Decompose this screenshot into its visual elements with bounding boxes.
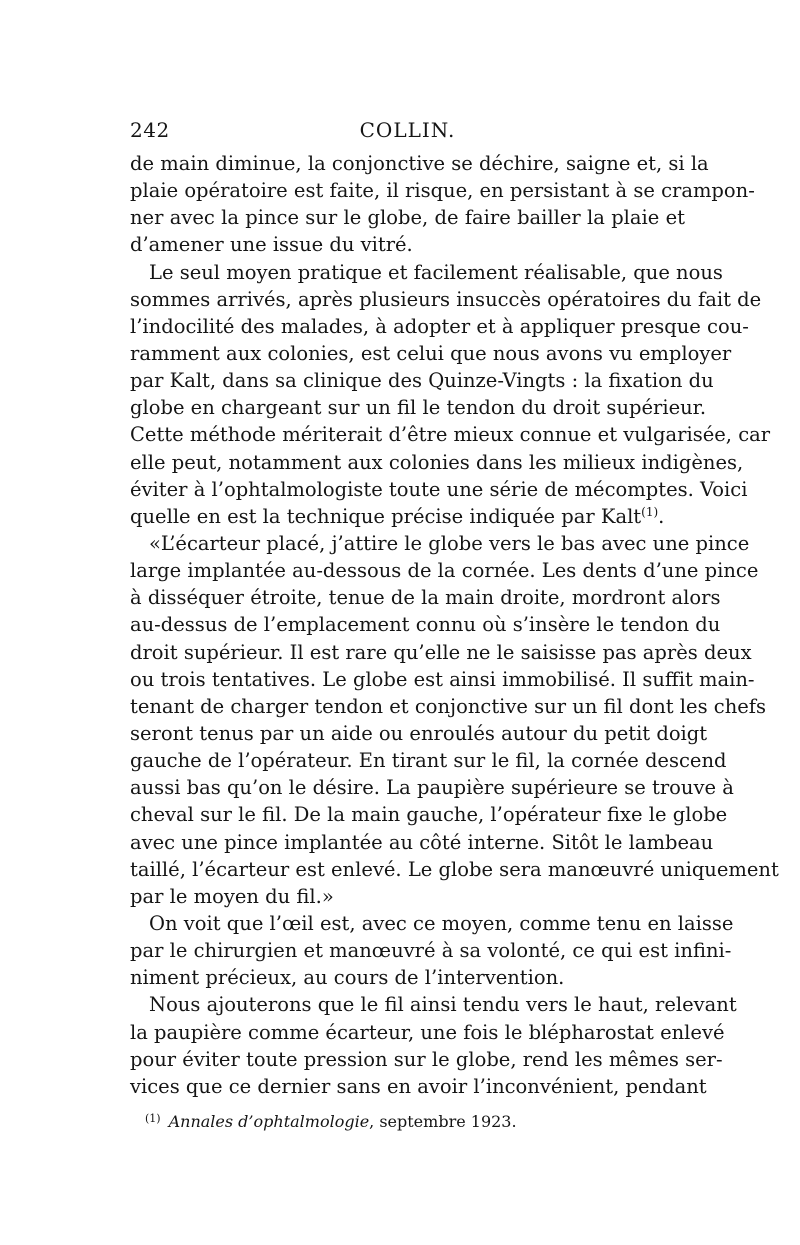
text-line bbox=[130, 991, 737, 1018]
line-text: à disséquer étroite, tenue de la main droite, mordront alors bbox=[130, 586, 721, 610]
line-text: par le chirurgien et manœuvré à sa volonté, ce qui est infini- bbox=[130, 939, 732, 963]
line-text: au-dessus de l’emplacement connu où s’insère le tendon du bbox=[130, 613, 721, 637]
text-line bbox=[130, 150, 709, 177]
text-line bbox=[130, 720, 708, 747]
line-text: sommes arrivés, après plusieurs insuccès opératoires du fait de bbox=[130, 287, 762, 311]
text-line bbox=[130, 829, 714, 856]
text-line bbox=[130, 231, 685, 258]
text-line bbox=[130, 204, 685, 231]
text-line bbox=[130, 286, 762, 313]
text-line bbox=[130, 1073, 707, 1100]
line-text: droit supérieur. Il est rare qu’elle ne le saisisse pas après deux bbox=[130, 640, 752, 664]
line-text: globe en chargeant sur un fil le tendon du droit supérieur. bbox=[130, 396, 707, 420]
text-line bbox=[130, 313, 749, 340]
line-text: éviter à l’ophtalmologiste toute une série de mécomptes. Voici bbox=[130, 477, 748, 501]
line-text: pour éviter toute pression sur le globe, rend les mêmes ser- bbox=[130, 1047, 723, 1071]
line-text: «L’écarteur placé, j’attire le globe vers le bas avec une pince bbox=[149, 531, 750, 555]
line-text: niment précieux, au cours de l’intervention. bbox=[130, 966, 565, 990]
line-text: l’indocilité des malades, à adopter et à appliquer presque cou- bbox=[130, 314, 749, 338]
text-line bbox=[130, 639, 752, 666]
line-text: ner avec la pince sur le globe, de faire bailler la plaie et bbox=[130, 206, 685, 230]
line-text: quelle en est la technique précise indiquée par Kalt bbox=[130, 504, 642, 528]
text-line bbox=[130, 394, 707, 421]
footnote-marker: (1) bbox=[145, 1112, 161, 1125]
text-line bbox=[130, 801, 728, 828]
text-line bbox=[130, 476, 748, 503]
text-line bbox=[130, 530, 750, 557]
footnote-reference: (1) bbox=[641, 504, 659, 519]
text-line bbox=[130, 964, 685, 991]
line-text: gauche de l’opérateur. En tirant sur le fil, la cornée descend bbox=[130, 749, 727, 773]
page-number: 242 bbox=[130, 118, 170, 142]
line-text: Nous ajouterons que le fil ainsi tendu vers le haut, relevant bbox=[149, 993, 737, 1017]
text-line bbox=[130, 449, 744, 476]
line-text: tenant de charger tendon et conjonctive sur un fil dont les chefs bbox=[130, 694, 767, 718]
text-line bbox=[130, 557, 759, 584]
body-text bbox=[130, 150, 779, 1100]
text-line bbox=[130, 937, 732, 964]
running-head bbox=[130, 118, 685, 144]
text-line bbox=[130, 259, 723, 286]
line-text: ramment aux colonies, est celui que nous avons vu employer bbox=[130, 341, 732, 365]
line-text: de main diminue, la conjonctive se déchire, saigne et, si la bbox=[130, 152, 709, 175]
line-text: aussi bas qu’on le désire. La paupière supérieure se trouve à bbox=[130, 776, 734, 800]
line-text: large implantée au-dessous de la cornée. Les dents d’une pince bbox=[130, 559, 759, 583]
text-line bbox=[130, 883, 685, 910]
line-text: Le seul moyen pratique et facilement réalisable, que nous bbox=[149, 260, 723, 284]
text-line bbox=[130, 421, 771, 448]
line-text: plaie opératoire est faite, il risque, en persistant à se crampon- bbox=[130, 179, 755, 203]
text-line bbox=[130, 611, 721, 638]
footnote-journal: Annales d’ophtalmologie bbox=[168, 1112, 370, 1131]
text-line bbox=[130, 747, 727, 774]
line-text: elle peut, notamment aux colonies dans les milieux indigènes, bbox=[130, 450, 744, 474]
footnote bbox=[145, 1108, 685, 1133]
text-line bbox=[130, 693, 767, 720]
text-line bbox=[130, 856, 779, 883]
line-text: d’amener une issue du vitré. bbox=[130, 233, 413, 257]
text-line bbox=[130, 666, 755, 693]
line-punctuation: . bbox=[658, 504, 665, 528]
line-text: taillé, l’écarteur est enlevé. Le globe sera manœuvré uniquement bbox=[130, 857, 779, 881]
line-text: ou trois tentatives. Le globe est ainsi immobilisé. Il suffit main- bbox=[130, 667, 755, 691]
footnote-date: , septembre 1923. bbox=[369, 1112, 517, 1131]
text-line bbox=[130, 1019, 725, 1046]
line-text: cheval sur le fil. De la main gauche, l’opérateur fixe le globe bbox=[130, 803, 728, 827]
text-line bbox=[130, 177, 755, 204]
line-text: Cette méthode mériterait d’être mieux connue et vulgarisée, car bbox=[130, 423, 771, 447]
running-title: COLLIN. bbox=[359, 118, 456, 142]
line-text: On voit que l’œil est, avec ce moyen, comme tenu en laisse bbox=[149, 911, 734, 935]
line-text: par le moyen du fil.» bbox=[130, 884, 334, 908]
line-text: par Kalt, dans sa clinique des Quinze-Vingts : la fixation du bbox=[130, 369, 714, 393]
line-text: seront tenus par un aide ou enroulés autour du petit doigt bbox=[130, 721, 708, 745]
text-line bbox=[130, 1046, 723, 1073]
text-line bbox=[130, 340, 732, 367]
text-line bbox=[130, 774, 734, 801]
text-line bbox=[130, 367, 714, 394]
line-text: vices que ce dernier sans en avoir l’inconvénient, pendant bbox=[130, 1074, 707, 1098]
text-line bbox=[130, 910, 734, 937]
line-text: avec une pince implantée au côté interne. Sitôt le lambeau bbox=[130, 830, 714, 854]
line-text: la paupière comme écarteur, une fois le blépharostat enlevé bbox=[130, 1020, 725, 1044]
text-line bbox=[130, 584, 721, 611]
text-line bbox=[130, 503, 685, 530]
